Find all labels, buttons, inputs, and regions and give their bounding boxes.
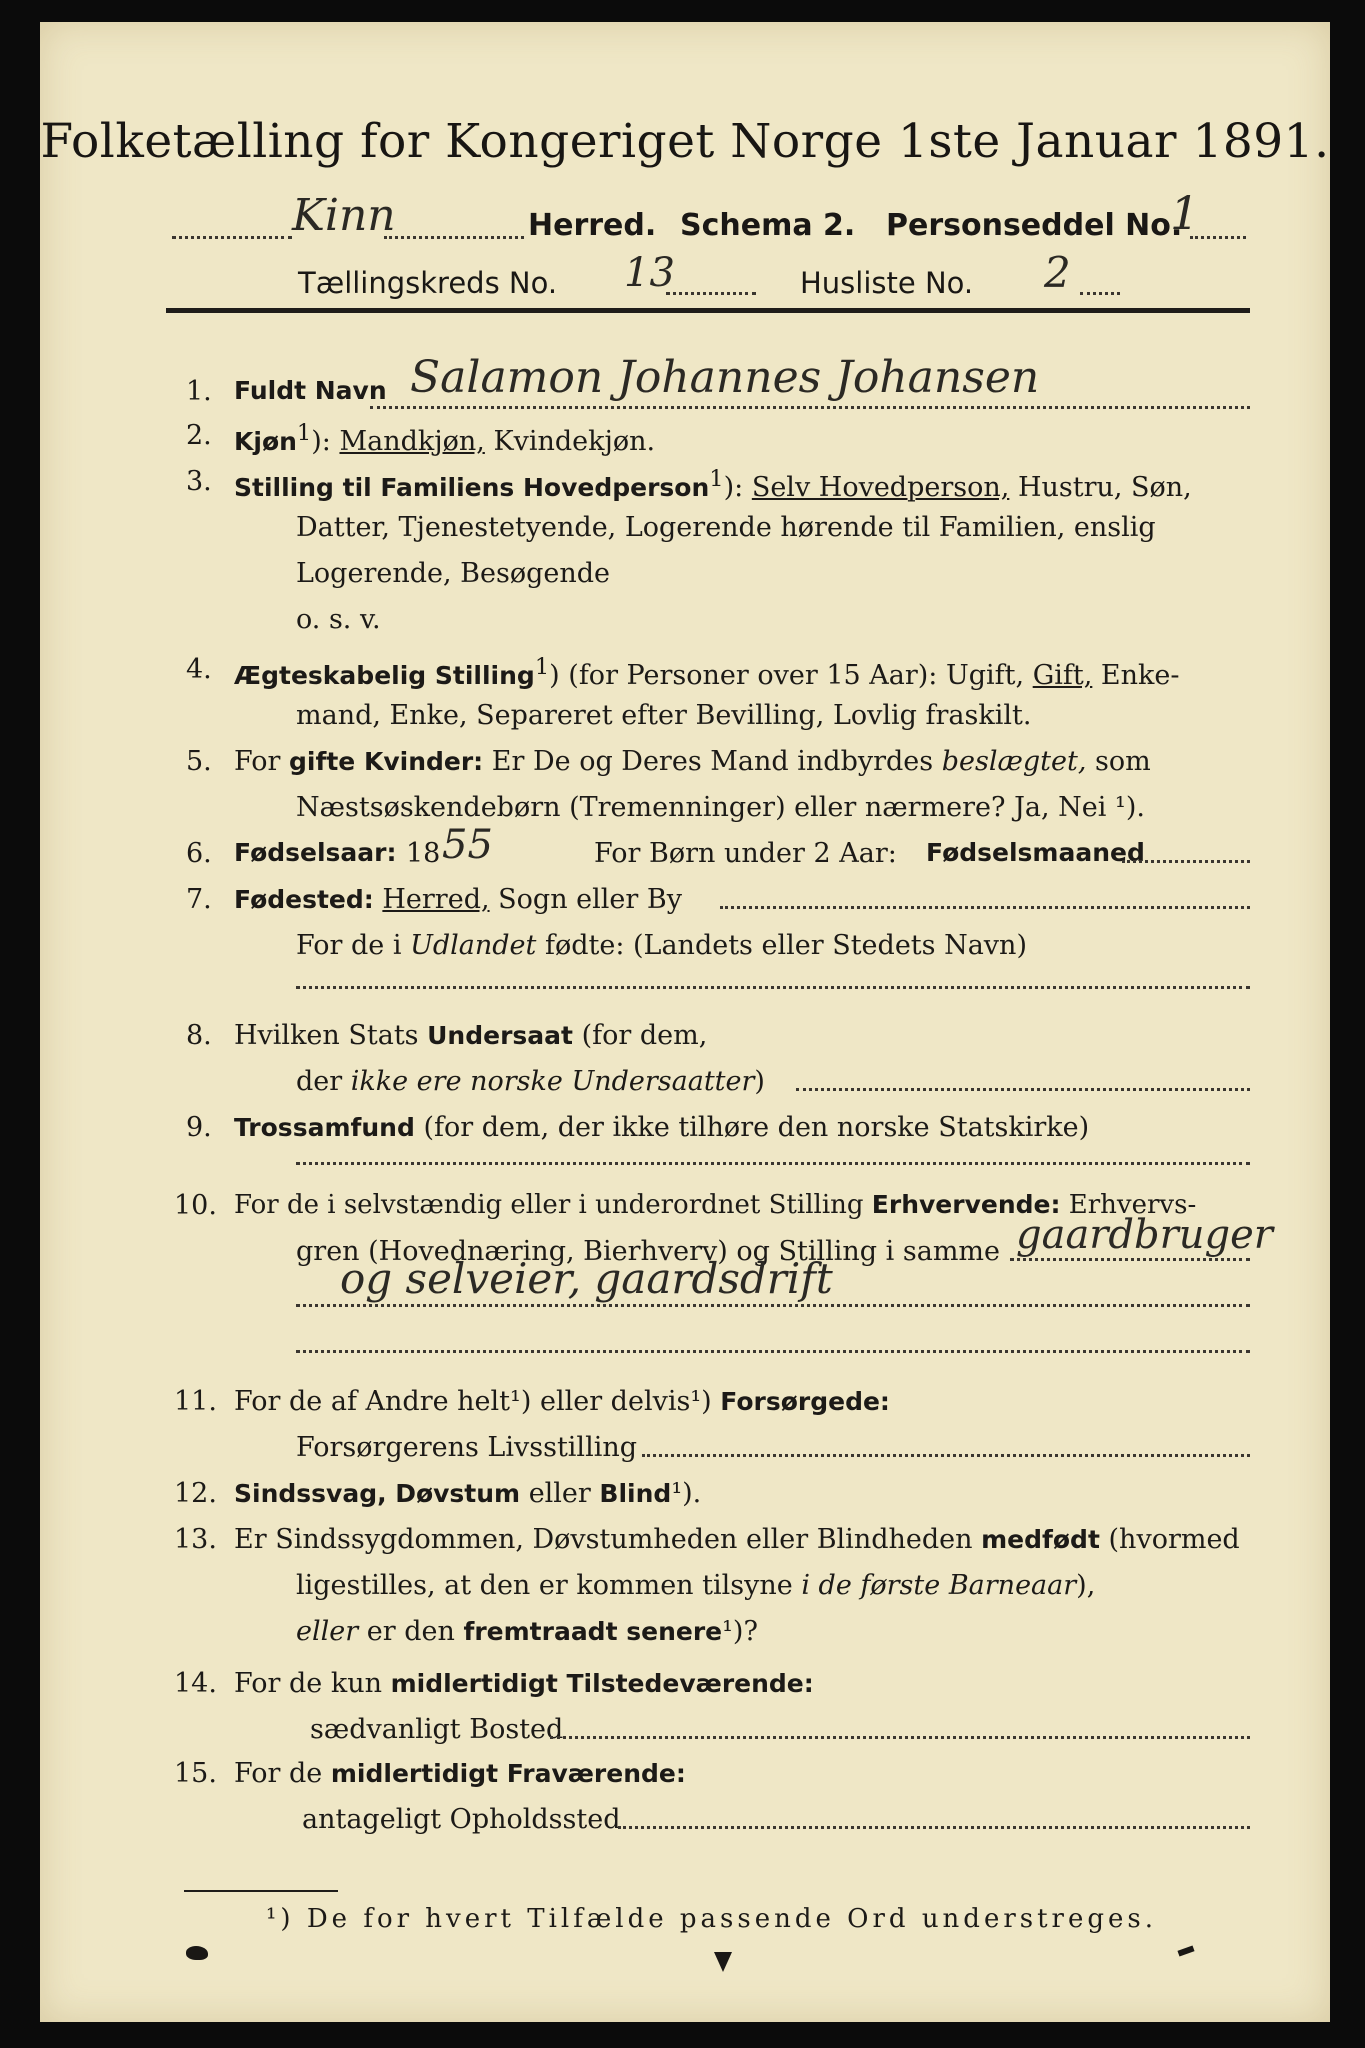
congenital-question: Er Sindssygdommen, Døvstumheden eller Blindheden	[234, 1524, 973, 1555]
married-option: Gift,	[1032, 660, 1093, 691]
congenital-line-2-prefix: ligestilles, at den er kommen tilsyne	[296, 1570, 793, 1601]
religion-text: (for dem, der ikke tilhøre den norske Statskirke)	[423, 1112, 1090, 1143]
herred-dotline	[172, 236, 292, 239]
kreds-value: 13	[624, 250, 675, 296]
footnote-rule	[184, 1890, 338, 1892]
disability-or: eller	[528, 1478, 591, 1509]
item-number: 1.	[186, 376, 212, 407]
personseddel-dotline	[1190, 236, 1246, 239]
dependent-prefix: For de af Andre helt	[234, 1386, 511, 1417]
insane-label: Sindssvag,	[234, 1479, 387, 1508]
ink-blot	[186, 1946, 208, 1960]
temporary-present-line	[234, 1668, 814, 1699]
item-number: 2.	[186, 420, 212, 451]
congenital-line-3: eller er den fremtraadt senere¹)?	[296, 1616, 758, 1647]
item-number: 7.	[186, 884, 212, 915]
religion-label: Trossamfund	[234, 1113, 415, 1142]
temporary-present-label: midlertidigt Tilstedeværende:	[390, 1669, 814, 1698]
citizenship-line-2: der ikke ere norske Undersaatter)	[296, 1066, 765, 1097]
herred-value: Kinn	[292, 190, 396, 241]
family-position-line-2: Datter, Tjenestetyende, Logerende hørende til Familien, enslig	[296, 512, 1156, 543]
item-number: 3.	[186, 466, 212, 497]
marital-options: (for Personer over 15 Aar): Ugift,	[568, 660, 1025, 691]
married-women-line	[234, 746, 1151, 777]
family-position-line-3: Logerende, Besøgende	[296, 558, 610, 589]
sex-line: Kjøn$^1$): Mandkjøn, Kvindekjøn.	[234, 420, 656, 457]
foreign-birth-prefix: For de i	[296, 930, 402, 961]
occupation-suffix: Erhvervs-	[1068, 1190, 1197, 1220]
birthplace-options: Sogn eller By	[498, 884, 682, 915]
citizenship-label: Undersaat	[427, 1021, 573, 1050]
birth-month-dotline	[1122, 860, 1250, 863]
congenital-line-3-mid: er den	[366, 1616, 455, 1647]
supporter-dotline	[642, 1454, 1250, 1457]
item-number: 4.	[186, 654, 212, 685]
ink-mark	[714, 1952, 732, 1972]
footnote-ref: 1	[296, 420, 312, 446]
married-women-line-2: Næstsøskendebørn (Tremenninger) eller nærmere? Ja, Nei ¹).	[296, 792, 1145, 823]
related-word: beslægtet,	[941, 746, 1087, 777]
header-rule	[166, 308, 1250, 313]
head-of-household-option: Selv Hovedperson,	[751, 472, 1010, 503]
birth-month-label: Fødselsmaaned	[926, 838, 1145, 867]
birth-year-value: 55	[442, 822, 493, 868]
usual-residence-label: sædvanligt Bosted	[310, 1714, 564, 1745]
dependent-label: Forsørgede:	[720, 1387, 890, 1416]
abroad-word: Udlandet	[410, 930, 537, 961]
foreign-birth-line	[296, 930, 1027, 961]
citizenship-line-2-prefix: der	[296, 1066, 343, 1097]
occupation-dotline-3	[296, 1350, 1250, 1353]
occupation-line-2: gren (Hovednæring, Bierhverv) og Stilling i samme	[296, 1236, 1001, 1267]
religion-dotline	[296, 1162, 1250, 1165]
non-norwegian-phrase: ikke ere norske Undersaatter	[350, 1066, 755, 1097]
item-number: 15.	[174, 1758, 217, 1789]
husliste-dotline	[1080, 292, 1120, 295]
birth-year-prefix: 18	[406, 838, 441, 869]
religion-line	[234, 1112, 1089, 1143]
personseddel-value: 1	[1170, 186, 1200, 240]
married-women-prefix: For	[234, 746, 281, 777]
full-name-label: Fuldt Navn	[234, 376, 387, 405]
item-number: 11.	[174, 1386, 217, 1417]
disability-line: Sindssvag, Døvstum eller Blind¹).	[234, 1478, 702, 1509]
ink-mark-right	[1177, 1945, 1194, 1956]
footnote-ref: 1	[709, 466, 724, 492]
occupation-value-1: gaardbruger	[1016, 1212, 1273, 1258]
item-number: 10.	[174, 1190, 217, 1221]
form-title: Folketælling for Kongeriget Norge 1ste Januar 1891.	[40, 114, 1330, 169]
foreign-birth-suffix: fødte: (Landets eller Stedets Navn)	[544, 930, 1027, 961]
family-position-line: Stilling til Familiens Hovedperson$^1$): Selv Hovedperson, Hustru, Søn,	[234, 466, 1192, 503]
footnote: ¹) De for hvert Tilfælde passende Ord understreges.	[266, 1904, 1158, 1934]
temporary-absent-prefix: For de	[234, 1758, 323, 1789]
citizenship-suffix: (for dem,	[581, 1020, 708, 1051]
schema-label: Schema 2.	[680, 208, 856, 243]
husliste-value: 2	[1044, 248, 1071, 297]
birthplace-dotline	[720, 906, 1250, 909]
supporter-occupation-label: Forsørgerens Livsstilling	[296, 1432, 638, 1463]
deaf-mute-label: Døvstum	[395, 1479, 521, 1508]
herred-label: Herred.	[528, 208, 657, 243]
family-position-line-4: o. s. v.	[296, 604, 381, 635]
dependent-line: For de af Andre helt¹) eller delvis¹) Forsørgede:	[234, 1386, 890, 1417]
occupation-dotline-1	[1010, 1258, 1250, 1261]
married-women-suffix: som	[1095, 746, 1151, 777]
family-position-label: Stilling til Familiens Hovedperson	[234, 473, 710, 502]
citizenship-prefix: Hvilken Stats	[234, 1020, 419, 1051]
married-women-question: Er De og Deres Mand indbyrdes	[491, 746, 934, 777]
personseddel-label: Personseddel No.	[886, 208, 1183, 243]
full-name-dotline	[370, 406, 1250, 409]
probable-residence-label: antageligt Opholdssted	[302, 1804, 621, 1835]
herred-dotline-2	[384, 236, 524, 239]
blind-label: Blind	[599, 1479, 672, 1508]
sex-female-option: Kvindekjøn.	[493, 426, 656, 457]
husliste-label: Husliste No.	[800, 266, 974, 300]
childhood-phrase: i de første Barneaar	[801, 1570, 1077, 1601]
citizenship-line	[234, 1020, 707, 1051]
foreign-birth-dotline	[296, 986, 1250, 989]
full-name-value: Salamon Johannes Johansen	[410, 352, 1040, 403]
kreds-label: Tællingskreds No.	[298, 266, 558, 300]
occupation-value-2: og selveier, gaardsdrift	[340, 1254, 833, 1303]
citizenship-dotline	[796, 1088, 1250, 1091]
occupation-dotline-2	[296, 1304, 1250, 1307]
footnote-ref: 1	[534, 654, 550, 680]
congenital-line	[234, 1524, 1240, 1555]
temporary-absent-line	[234, 1758, 686, 1789]
marital-status-line-2: mand, Enke, Separeret efter Bevilling, Lovlig fraskilt.	[296, 700, 1032, 731]
item-number: 13.	[174, 1524, 217, 1555]
congenital-line-2: ligestilles, at den er kommen tilsyne i de første Barneaar),	[296, 1570, 1096, 1601]
occupation-prefix: For de i selvstændig eller i underordnet Stilling	[234, 1190, 864, 1220]
item-number: 12.	[174, 1478, 217, 1509]
congenital-suffix: (hvormed	[1108, 1524, 1240, 1555]
usual-residence-dotline	[550, 1736, 1250, 1739]
dependent-partial: eller delvis	[539, 1386, 691, 1417]
married-women-label: gifte Kvinder:	[289, 747, 484, 776]
item-number: 5.	[186, 746, 212, 777]
sex-label: Kjøn	[234, 427, 297, 456]
congenital-label: medfødt	[981, 1525, 1100, 1554]
birth-month-prompt: For Børn under 2 Aar:	[594, 838, 897, 869]
item-number: 8.	[186, 1020, 212, 1051]
widower-option: Enke-	[1100, 660, 1180, 691]
family-options: Hustru, Søn,	[1017, 472, 1192, 503]
item-number: 14.	[174, 1668, 217, 1699]
probable-residence-dotline	[618, 1826, 1250, 1829]
occupation-label: Erhvervende:	[871, 1190, 1061, 1219]
birthplace-label: Fødested:	[234, 885, 374, 914]
item-number: 6.	[186, 838, 212, 869]
temporary-present-prefix: For de kun	[234, 1668, 382, 1699]
later-onset-label: fremtraadt senere	[463, 1617, 723, 1646]
census-form	[40, 22, 1330, 2022]
marital-status-label: Ægteskabelig Stilling	[234, 661, 535, 690]
marital-status-line: Ægteskabelig Stilling$^1$) (for Personer over 15 Aar): Ugift, Gift, Enke-	[234, 654, 1180, 691]
or-word: eller	[296, 1616, 359, 1647]
birthplace-line	[234, 884, 682, 915]
birth-year-label: Fødselsaar:	[234, 838, 397, 867]
item-number: 9.	[186, 1112, 212, 1143]
kreds-dotline	[666, 292, 756, 295]
temporary-absent-label: midlertidigt Fraværende:	[330, 1759, 686, 1788]
sex-male-option: Mandkjøn,	[339, 426, 485, 457]
birthplace-herred-option: Herred,	[382, 884, 490, 915]
